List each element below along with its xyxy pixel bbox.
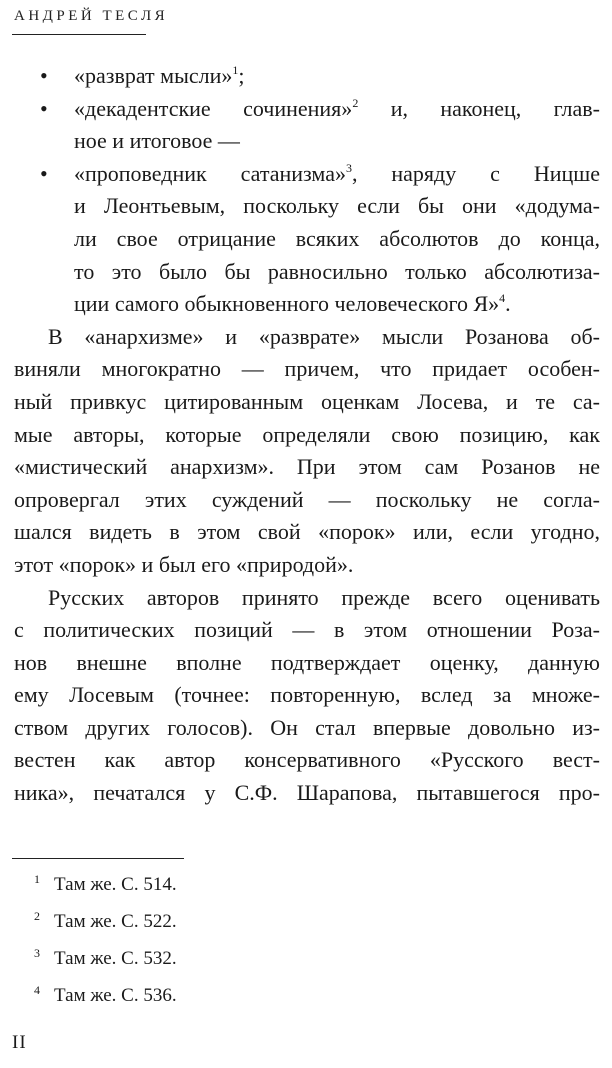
paragraph-line: ему Лосевым (точнее: повторенную, вслед за множе- [14,682,600,708]
paragraph-line: виняли многократно — причем, что придает особен- [14,356,600,382]
bullet-mark: • [40,63,48,88]
footnote-ref[interactable]: 1 [232,63,239,77]
footnote-text: Там же. С. 536. [54,985,177,1006]
footnote-text: Там же. С. 514. [54,874,177,895]
paragraph-line: шался видеть в этом свой «порок» или, если угодно, [14,519,600,545]
bullet-text: «разврат мысли» [74,63,233,88]
paragraph-line: ством других голосов). Он стал впервые довольно из- [14,714,600,740]
footnote-ref[interactable]: 4 [499,291,506,306]
footnote-ref[interactable]: 2 [352,95,359,110]
footnote-text: Там же. С. 532. [54,948,177,969]
paragraph-line: этот «порок» и был его «природой». [14,551,354,577]
paragraph-line: ный привкус цитированным оценкам Лосева, и те са- [14,388,600,414]
bullet-item [14,93,600,158]
paragraph [14,582,600,810]
footnotes [34,872,177,1020]
bullet-line [14,288,600,321]
bullet-line [14,60,600,93]
running-head: АНДРЕЙ ТЕСЛЯ [14,8,169,24]
footnote: 1 Там же. С. 514. [34,872,177,895]
bullet-text: «декадентские сочинения» [74,95,353,121]
paragraph-line: мые авторы, которые определяли свою позицию, как [14,421,600,447]
bullet-text-tail: , наряду с Ницше [351,160,600,186]
bullet-line: ное и итоговое — [74,128,240,154]
bullet-text: ции самого обыкновенного человеческого Я» [74,291,500,317]
footnote-ref[interactable]: 3 [345,160,352,175]
footnote-text: Там же. С. 522. [54,911,177,932]
bullet-text-tail: и, наконец, глав- [358,95,600,121]
bullet-text-tail: . [505,291,511,317]
paragraph-line: «мистический анархизм». При этом сам Розанов не [14,454,600,480]
paragraph-line: В «анархизме» и «разврате» мысли Розанова об- [48,323,600,349]
bullet-mark: • [40,95,48,121]
bullet-line [14,93,600,126]
paragraph-line: с политических позиций — в этом отношении Роза- [14,617,600,643]
body-text [14,60,600,810]
footnote: 3 Там же. С. 532. [34,946,177,969]
footnote: 2 Там же. С. 522. [34,909,177,932]
bullet-item [14,158,600,321]
bullet-text: «проповедник сатанизма» [74,160,346,186]
paragraph-line: Русских авторов принято прежде всего оценивать [48,584,600,610]
paragraph-line: нов внешне вполне подтверждает оценку, данную [14,649,600,675]
bullet-mark: • [40,160,48,186]
bullet-line: ли свое отрицание всяких абсолютов до конца, [74,225,600,251]
page-number: II [12,1032,27,1053]
running-head-rule [12,34,146,35]
paragraph-line: опровергал этих суждений — поскольку не согла- [14,486,600,512]
paragraph [14,321,600,582]
paragraph-line: вестен как автор консервативного «Русского вест- [14,747,600,773]
bullet-line: и Леонтьевым, поскольку если бы они «додума- [74,193,600,219]
bullet-text-tail: ; [238,63,245,88]
footnote-rule [12,858,184,859]
footnote: 4 Там же. С. 536. [34,983,177,1006]
bullet-item [14,60,600,93]
paragraph-line: ника», печатался у С.Ф. Шарапова, пытавшегося про- [14,780,600,806]
bullet-line [14,158,600,191]
bullet-line: то это было бы равносильно только абсолютиза- [74,258,600,284]
